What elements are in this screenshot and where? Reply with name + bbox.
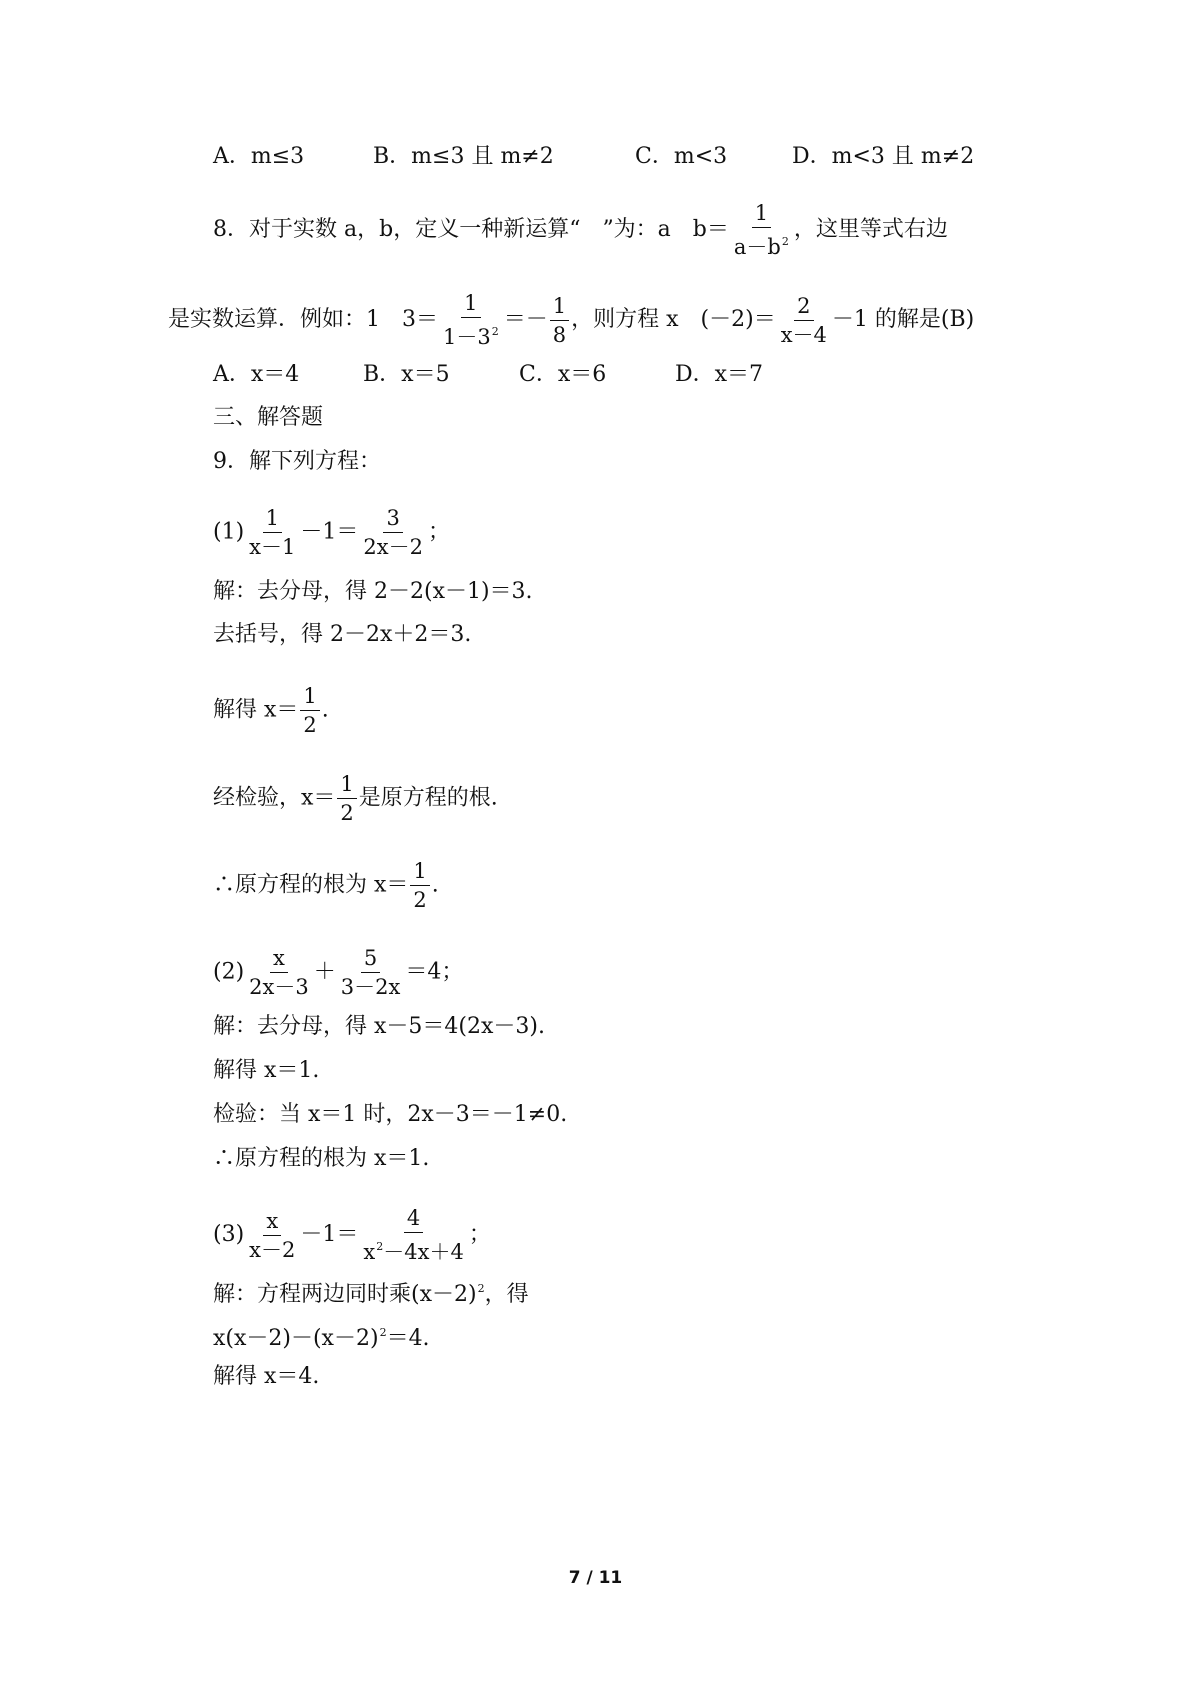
problem-1-step-5: [213, 858, 439, 913]
section-title: 三、解答题: [213, 405, 324, 430]
fraction-numerator: 1: [263, 505, 282, 533]
fraction-denominator: [440, 318, 502, 350]
step-text: 解：方程两边同时乘(x－2): [213, 1282, 477, 1307]
fraction-denominator: x－4: [780, 322, 827, 347]
q8-equation-fraction: [778, 293, 830, 348]
step-text: 解得 x＝: [213, 697, 299, 723]
q8-option-c: C．x＝6: [519, 362, 607, 387]
problem-2-step-4: ∴原方程的根为 x＝1.: [213, 1146, 430, 1171]
step-text: ∴原方程的根为 x＝: [213, 872, 409, 898]
q8-definition-fraction: [731, 200, 792, 260]
problem-1-step-2: 去括号，得 2－2x＋2＝3.: [213, 622, 472, 647]
fraction-denominator: 2: [413, 888, 427, 912]
fraction-numerator: 1: [337, 771, 356, 799]
problem-1-step-1: 解：去分母，得 2－2(x－1)＝3.: [213, 579, 533, 604]
fraction-denominator: 2x－3: [249, 975, 309, 999]
equation-middle: －1＝: [300, 519, 359, 545]
q7-option-a: A．m≤3: [213, 144, 305, 169]
q8-answer-text: －1 的解是(B): [831, 307, 975, 332]
problem-2-step-1: 解：去分母，得 x－5＝4(2x－3).: [213, 1014, 545, 1039]
fraction-numerator: 1: [752, 200, 771, 228]
problem-label: (1): [213, 519, 245, 545]
equation-end: ；: [427, 519, 450, 545]
problem-3-step-3: 解得 x＝4.: [213, 1364, 320, 1389]
step-text: 经检验，x＝: [213, 785, 336, 811]
page-number: 7 / 11: [568, 1568, 623, 1588]
exponent: 2: [379, 1326, 387, 1339]
q8-example-equals: ＝－: [503, 307, 548, 332]
problem-label: (2): [213, 959, 245, 985]
problem-label: (3): [213, 1222, 245, 1247]
q8-options: [213, 360, 763, 390]
q7-option-d: D．m<3 且 m≠2: [792, 144, 975, 169]
fraction-numerator: 1: [461, 290, 480, 318]
fraction-numerator: 1: [410, 858, 429, 886]
fraction: [360, 1205, 466, 1265]
fraction-numerator: 5: [361, 945, 380, 973]
fraction-numerator: 1: [550, 293, 569, 321]
problem-2-step-3: 检验：当 x＝1 时，2x－3＝－1≠0.: [213, 1102, 568, 1127]
equation-middle: －1＝: [300, 1222, 359, 1247]
denominator-base: x: [363, 1240, 376, 1264]
problem-2-step-2: 解得 x＝1.: [213, 1058, 320, 1083]
exponent: 2: [781, 235, 789, 248]
q8-text-2: ，这里等式右边: [793, 217, 948, 242]
fraction-numerator: 4: [404, 1205, 423, 1233]
q7-options: [213, 142, 974, 172]
fraction: [410, 858, 429, 913]
q9-title: 9．解下列方程：: [213, 449, 381, 474]
fraction-denominator: 2: [303, 713, 317, 737]
step-text: .: [431, 872, 439, 898]
step-text: x(x－2)－(x－2): [213, 1326, 379, 1351]
exponent: 2: [477, 1282, 485, 1295]
problem-2-equation: [213, 945, 463, 1000]
fraction: [360, 505, 426, 560]
fraction-denominator: [731, 228, 792, 260]
fraction-denominator: x－2: [249, 1237, 296, 1262]
q7-option-c: C．m<3: [635, 144, 728, 169]
equation-end: ＝4；: [405, 959, 464, 985]
fraction: [246, 505, 298, 560]
fraction-numerator: x: [263, 1208, 281, 1236]
fraction-numerator: 3: [383, 505, 402, 533]
fraction-denominator: 8: [552, 322, 567, 347]
fraction: [300, 683, 319, 738]
fraction-numerator: 1: [300, 683, 319, 711]
problem-1-equation: [213, 505, 450, 560]
equation-middle: ＋: [313, 959, 336, 985]
q8-text-1: 8．对于实数 a，b，定义一种新运算“ ”为：a b＝: [213, 217, 729, 242]
fraction-denominator: 2x－2: [363, 535, 423, 559]
denominator-base: a－b: [733, 235, 781, 259]
fraction: [337, 771, 356, 826]
problem-3-step-1: [213, 1274, 529, 1310]
q8-example-fraction: [440, 290, 502, 350]
step-text: .: [321, 697, 329, 723]
q8-option-d: D．x＝7: [675, 362, 764, 387]
denominator-rest: －4x＋4: [383, 1240, 464, 1264]
fraction: [338, 945, 404, 1000]
problem-1-step-3: [213, 683, 329, 738]
q8-example-text: 是实数运算．例如：1 3＝: [168, 307, 438, 332]
q8-line-2: [168, 290, 974, 350]
step-text: ，得: [484, 1282, 529, 1307]
q7-option-b: B．m≤3 且 m≠2: [373, 144, 554, 169]
q8-equation-text: ，则方程 x (－2)＝: [571, 307, 776, 332]
fraction: [246, 1208, 298, 1263]
q8-option-a: A．x＝4: [213, 362, 300, 387]
fraction-numerator: x: [270, 945, 288, 973]
step-text: 是原方程的根.: [358, 785, 498, 811]
fraction-denominator: x－1: [249, 535, 296, 559]
fraction-numerator: 2: [794, 293, 813, 321]
problem-3-step-2: [213, 1318, 430, 1354]
exponent: 2: [376, 1240, 384, 1253]
q8-option-b: B．x＝5: [363, 362, 450, 387]
fraction-denominator: 3－2x: [340, 975, 401, 999]
fraction: [246, 945, 312, 1000]
denominator-base: 1－3: [443, 325, 491, 349]
problem-3-equation: [213, 1205, 491, 1265]
q8-line-1: [213, 200, 948, 260]
fraction-denominator: [360, 1233, 466, 1265]
problem-1-step-4: [213, 771, 498, 826]
fraction-denominator: 2: [340, 801, 354, 825]
equation-end: ；: [468, 1222, 491, 1247]
step-text: ＝4.: [386, 1326, 430, 1351]
q8-example-result-fraction: [550, 293, 569, 348]
exponent: 2: [491, 325, 499, 338]
